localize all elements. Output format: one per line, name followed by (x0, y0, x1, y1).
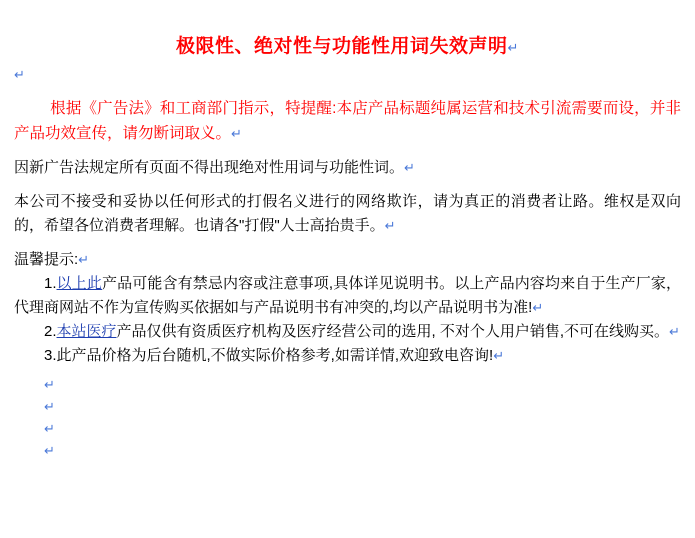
empty-paragraph-1 (14, 63, 681, 86)
paragraph-mark-icon: ↵ (78, 252, 90, 267)
paragraph-mark-icon: ↵ (404, 160, 415, 175)
paragraph-mark-icon: ↵ (231, 126, 242, 141)
tip-label (14, 248, 681, 272)
tip-label-text: 温馨提示: (14, 251, 79, 268)
list-item (14, 272, 681, 320)
list-item-number: 2. (44, 323, 57, 340)
document-page (0, 32, 695, 538)
body-paragraph-1-text: 因新广告法规定所有页面不得出现绝对性用词与功能性词。 (14, 159, 405, 176)
red-notice-paragraph (14, 96, 681, 146)
paragraph-mark-icon: ↵ (44, 443, 55, 458)
paragraph-mark-icon: ↵ (44, 421, 55, 436)
list-item-number: 3. (44, 347, 57, 364)
list-item-text: 产品可能含有禁忌内容或注意事项,具体详见说明书。以上产品内容均来自于生产厂家，代理商网站不作为宣传购买依据如与产品说明书有冲突的,均以产品说明书为准! (14, 275, 681, 316)
paragraph-mark-icon: ↵ (493, 348, 505, 363)
list-item-number: 1. (44, 275, 57, 292)
empty-paragraph-2 (44, 374, 681, 396)
body-paragraph-2 (14, 190, 681, 238)
paragraph-mark-icon: ↵ (507, 40, 519, 55)
body-paragraph-2-text: 本公司不接受和妥协以任何形式的打假名义进行的网络欺诈，请为真正的消费者让路。维权是双向的，希望各位消费者理解。也请各"打假"人士高抬贵手。 (14, 193, 681, 234)
list-item (14, 320, 681, 344)
list-item-text: 此产品价格为后台随机,不做实际价格参考,如需详情,欢迎致电咨询! (56, 347, 494, 364)
document-title-text: 极限性、绝对性与功能性用词失效声明 (176, 36, 508, 57)
paragraph-mark-icon: ↵ (44, 377, 55, 392)
empty-paragraph-3 (44, 396, 681, 418)
empty-paragraph-5 (44, 440, 681, 462)
list-item-link[interactable]: 本站医疗 (56, 323, 117, 340)
paragraph-mark-icon: ↵ (44, 399, 55, 414)
list-item-link[interactable]: 以上此 (56, 275, 103, 292)
empty-paragraph-4 (44, 418, 681, 440)
paragraph-mark-icon: ↵ (669, 324, 680, 339)
red-notice-text: 根据《广告法》和工商部门指示，特提醒:本店产品标题纯属运营和技术引流需要而设，并非产品功效宣传，请勿断词取义。 (14, 100, 681, 142)
list-item-text: 产品仅供有资质医疗机构及医疗经营公司的选用, 不对个人用户销售,不可在线购买。 (116, 323, 670, 340)
list-item (14, 344, 681, 368)
body-paragraph-1 (14, 156, 681, 180)
paragraph-mark-icon: ↵ (532, 300, 544, 315)
trailing-empty-paragraphs (14, 374, 681, 462)
paragraph-mark-icon: ↵ (384, 218, 396, 233)
document-title (14, 32, 681, 63)
paragraph-mark-icon: ↵ (14, 67, 25, 82)
